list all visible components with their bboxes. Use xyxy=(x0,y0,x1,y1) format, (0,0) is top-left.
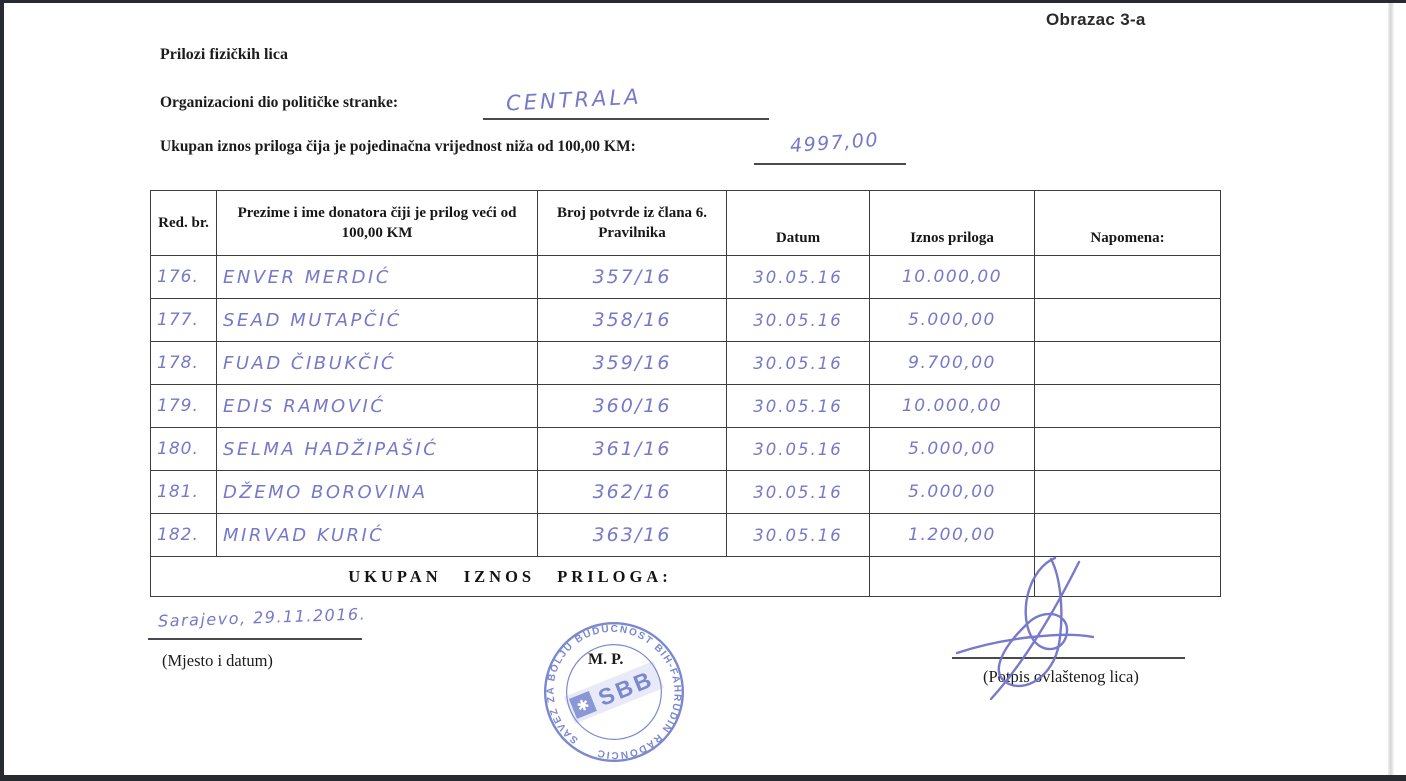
table-body xyxy=(151,256,1221,557)
party-stamp xyxy=(540,618,688,766)
amount-cell: 5.000,00 xyxy=(870,471,1035,514)
donor-name-cell: SELMA HADŽIPAŠIĆ xyxy=(217,428,538,471)
row-number-cell: 181. xyxy=(151,471,217,514)
scan-border-left xyxy=(0,0,4,781)
donor-name-cell: SEAD MUTAPČIĆ xyxy=(217,299,538,342)
table-header xyxy=(151,191,1221,256)
header-note: Napomena: xyxy=(1035,191,1221,256)
note-cell xyxy=(1035,514,1221,557)
receipt-number-cell: 363/16 xyxy=(538,514,727,557)
date-cell: 30.05.16 xyxy=(727,385,870,428)
total-amount-label-cell: UKUPAN IZNOS PRILOGA: xyxy=(151,557,870,597)
donor-name-cell: ENVER MERDIĆ xyxy=(217,256,538,299)
stamp-center-text: SBB xyxy=(594,665,658,711)
date-cell: 30.05.16 xyxy=(727,256,870,299)
note-cell xyxy=(1035,385,1221,428)
place-date-handwritten: Sarajevo, 29.11.2016. xyxy=(157,604,367,631)
amount-cell: 1.200,00 xyxy=(870,514,1035,557)
amount-cell: 9.700,00 xyxy=(870,342,1035,385)
place-date-line xyxy=(148,612,362,640)
table-row xyxy=(151,428,1221,471)
donor-name-cell: MIRVAD KURIĆ xyxy=(217,514,538,557)
donor-name-cell: DŽEMO BOROVINA xyxy=(217,471,538,514)
amount-cell: 5.000,00 xyxy=(870,299,1035,342)
table-row xyxy=(151,299,1221,342)
table-row xyxy=(151,514,1221,557)
receipt-number-cell: 357/16 xyxy=(538,256,727,299)
stamp-center-logo xyxy=(565,662,663,723)
amount-cell: 5.000,00 xyxy=(870,428,1035,471)
note-cell xyxy=(1035,471,1221,514)
amount-cell: 10.000,00 xyxy=(870,385,1035,428)
row-number-cell: 179. xyxy=(151,385,217,428)
table-row xyxy=(151,471,1221,514)
form-code: Obrazac 3-a xyxy=(1046,10,1146,29)
date-cell: 30.05.16 xyxy=(727,299,870,342)
total-under-100-value-handwritten: 4997,00 xyxy=(789,128,880,158)
note-cell xyxy=(1035,428,1221,471)
note-cell xyxy=(1035,299,1221,342)
header-receipt-number: Broj potvrde iz člana 6. Pravilnika xyxy=(538,191,727,256)
date-cell: 30.05.16 xyxy=(727,471,870,514)
date-cell: 30.05.16 xyxy=(727,514,870,557)
receipt-number-cell: 358/16 xyxy=(538,299,727,342)
page-title: Prilozi fizičkih lica xyxy=(160,46,288,63)
signature-caption: (Potpis ovlaštenog lica) xyxy=(983,667,1139,686)
donor-name-cell: FUAD ČIBUKČIĆ xyxy=(217,342,538,385)
date-cell: 30.05.16 xyxy=(727,428,870,471)
date-cell: 30.05.16 xyxy=(727,342,870,385)
amount-cell: 10.000,00 xyxy=(870,256,1035,299)
row-number-cell: 182. xyxy=(151,514,217,557)
stamp-star-icon: ✱ xyxy=(574,695,593,717)
mp-label: M. P. xyxy=(588,651,624,668)
table-footer-row xyxy=(151,557,1221,597)
row-number-cell: 178. xyxy=(151,342,217,385)
total-note-cell xyxy=(1035,557,1221,597)
row-number-cell: 180. xyxy=(151,428,217,471)
org-unit-label: Organizacioni dio političke stranke: xyxy=(160,94,399,111)
table-row xyxy=(151,342,1221,385)
header-amount: Iznos priloga xyxy=(870,191,1035,256)
row-number-cell: 177. xyxy=(151,299,217,342)
receipt-number-cell: 361/16 xyxy=(538,428,727,471)
total-under-100-label: Ukupan iznos priloga čija je pojedinačna vrijednost niža od 100,00 KM: xyxy=(160,138,636,155)
header-row-number: Red. br. xyxy=(151,191,217,256)
scan-border-bottom xyxy=(0,775,1406,781)
donors-table xyxy=(150,190,1221,597)
row-number-cell: 176. xyxy=(151,256,217,299)
table-row xyxy=(151,256,1221,299)
receipt-number-cell: 360/16 xyxy=(538,385,727,428)
total-amount-value-cell xyxy=(870,557,1035,597)
receipt-number-cell: 359/16 xyxy=(538,342,727,385)
donor-name-cell: EDIS RAMOVIĆ xyxy=(217,385,538,428)
stamp-ring-text: SAVEZ ZA BOLJU BUDUĆNOST BIH-FAHRUDIN RADONČIĆ xyxy=(545,623,683,761)
note-cell xyxy=(1035,256,1221,299)
scan-page-edge xyxy=(1388,0,1394,781)
scan-border-top xyxy=(0,0,1406,3)
header-date: Datum xyxy=(727,191,870,256)
note-cell xyxy=(1035,342,1221,385)
table-row xyxy=(151,385,1221,428)
table-header-row xyxy=(151,191,1221,256)
place-date-caption: (Mjesto i datum) xyxy=(162,651,273,670)
header-donor-name: Prezime i ime donatora čiji je prilog veći od 100,00 KM xyxy=(217,191,538,256)
org-unit-value-handwritten: CENTRALA xyxy=(505,84,643,116)
signature-line xyxy=(952,631,1185,659)
receipt-number-cell: 362/16 xyxy=(538,471,727,514)
